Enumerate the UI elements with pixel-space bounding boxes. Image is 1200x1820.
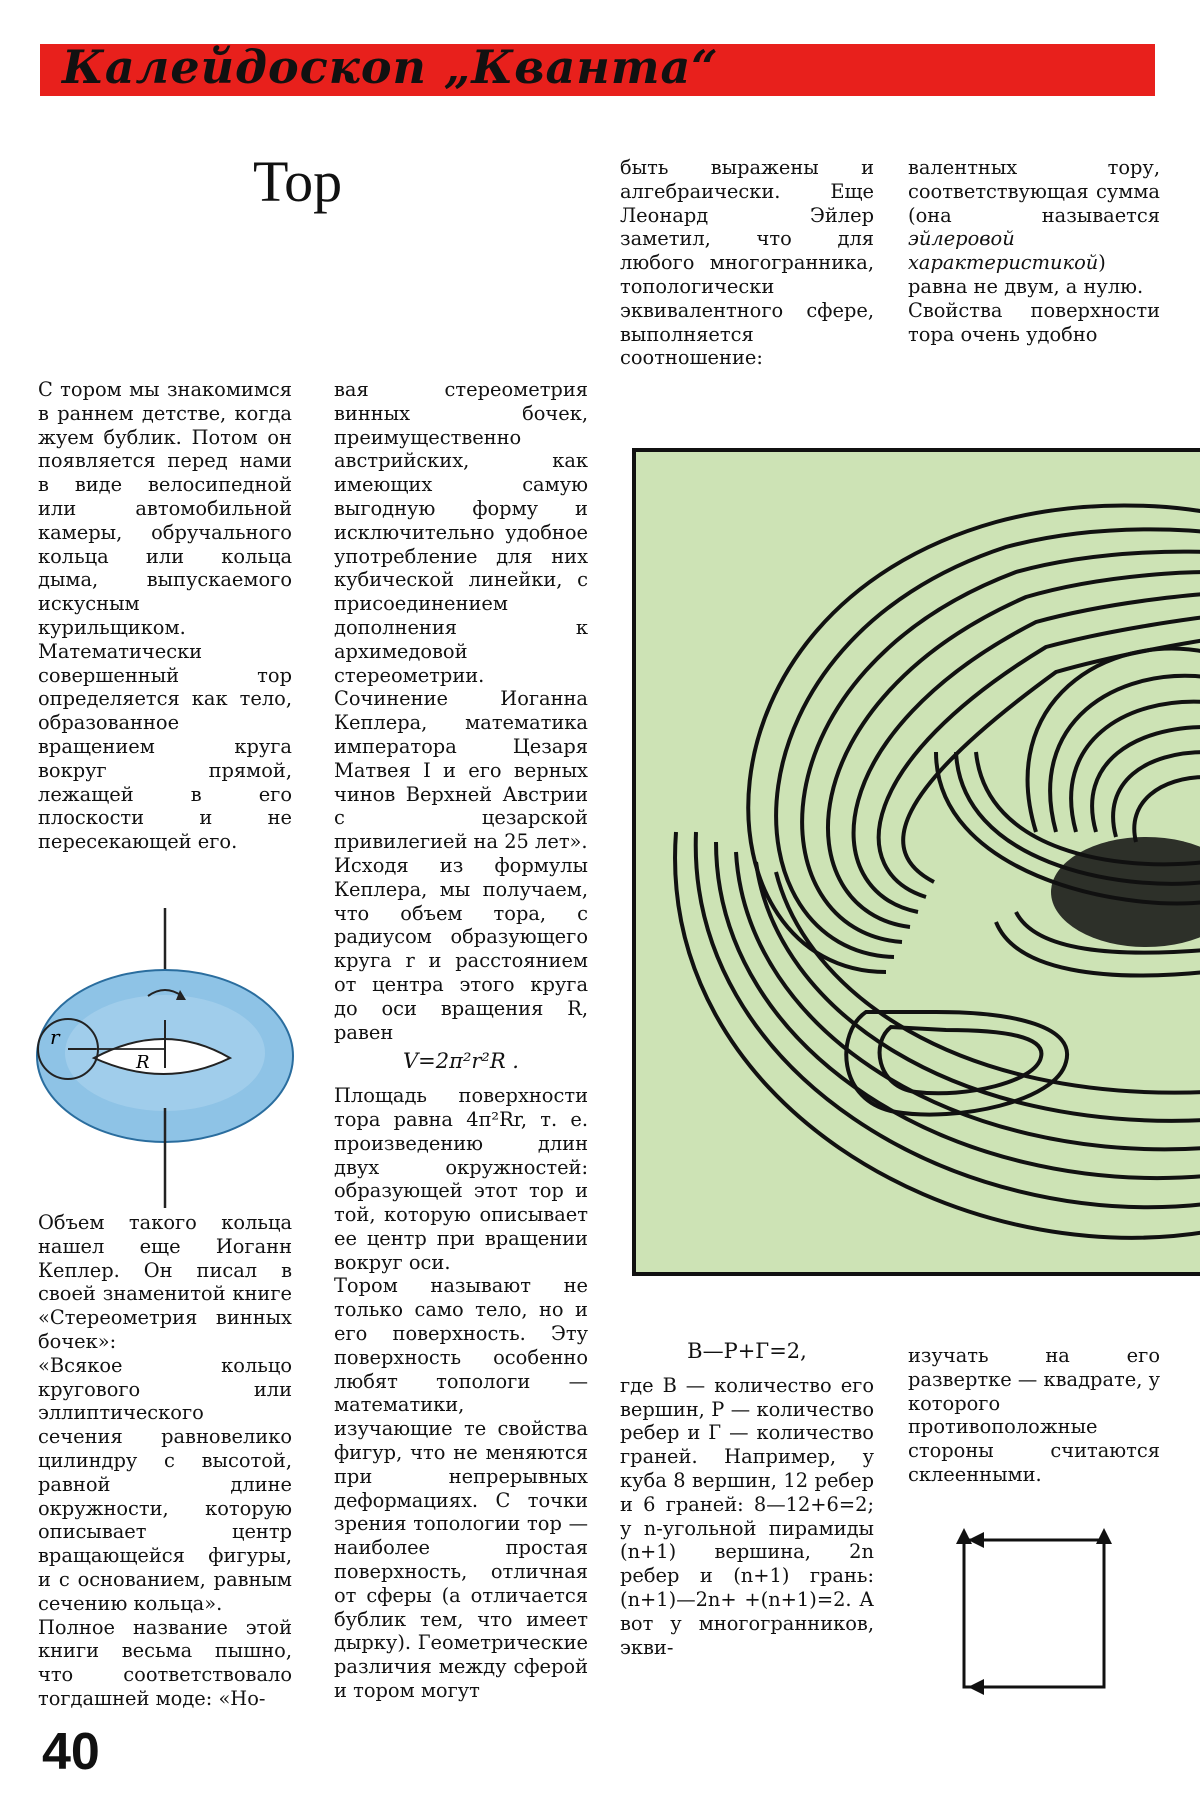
paragraph: валентных тору, соответствующая сумма (она называется эйлеровой характеристикой) равна не двум, а нулю.: [908, 156, 1160, 298]
paragraph: быть выражены и алгебраически. Еще Леонард Эйлер заметил, что для любого многогранника, топологически эквивалентного сфере, выполняется соотношение:: [620, 156, 874, 370]
arrow-right-edge: [1096, 1528, 1112, 1544]
volume-formula: V=2π²r²R .: [403, 1049, 519, 1074]
arrow-left-edge: [956, 1528, 972, 1544]
paragraph: «Всякое кольцо кругового или эллиптического сечения равновелико цилиндру с высотой, равной длине окружности, которую описывает центр вращающейся фигуры, и с основанием, равным сечению кольца».: [38, 1353, 292, 1615]
paragraph: где В — количество его вершин, Р — количество ребер и Г — количество граней. Например, у куба 8 вершин, 12 ребер и 6 граней: 8—12+6=2; у n-угольной пирамиды (n+1) вершина, 2n ребер и (n+1) грань: (n+1)—2n+ +(n+1)=2. А вот у многогранников, экви-: [620, 1373, 874, 1659]
column-3-top: [620, 156, 874, 370]
column-3-bottom: [620, 1340, 874, 1659]
arrow-top-edge: [968, 1532, 984, 1548]
euler-characteristic-term: эйлеровой характеристикой: [908, 227, 1099, 275]
paragraph: С тором мы знакомимся в раннем детстве, когда жуем бублик. Потом он появляется перед нами в виде велосипедной или автомобильной камеры, обручального кольца или кольца дыма, выпускаемого искусным курильщиком.: [38, 378, 292, 639]
paragraph: изучать на его развертке — квадрате, у которого противоположные стороны считаются склеенными.: [908, 1344, 1160, 1486]
paragraph: Полное название этой книги весьма пышно, что соответствовало тогдашней моде: «Но-: [38, 1615, 292, 1710]
radius-r-label: r: [50, 1025, 60, 1049]
torus-diagram: [30, 908, 300, 1208]
paragraph: Объем такого кольца нашел еще Иоганн Кеплер. Он писал в своей знаменитой книге «Стереометрия винных бочек»:: [38, 1211, 292, 1353]
paragraph: Тором называют не только само тело, но и его поверхность. Эту поверхность особенно любят топологи — математики, изучающие те свойства фигур, что не меняются при непрерывных деформациях. С точки зрения топологии тор — наиболее простая поверхность, отличная от сферы (а отличается бублик тем, что имеет дырку). Геометрические различия между сферой и тором могут: [334, 1274, 588, 1703]
page-title: Тор: [253, 149, 343, 214]
torus-contour-image: [632, 448, 1200, 1276]
arrow-bottom-edge: [968, 1679, 984, 1695]
paragraph: Площадь поверхности тора равна 4π²Rr, т. е. произведению длин двух окружностей: образующей этот тор и той, которую описывает ее центр при вращении вокруг оси.: [334, 1084, 588, 1274]
radius-R-label: R: [136, 1052, 150, 1073]
column-4-top: [908, 156, 1160, 346]
paragraph: вая стереометрия винных бочек, преимущественно австрийских, как имеющих самую выгодную форму и исключительно удобное употребление для них кубической линейки, с присоединением дополнения к архимедовой стереометрии. Сочинение Иоганна Кеплера, математика императора Цезаря Матвея I и его верных чинов Верхней Австрии с цезарской привилегией на 25 лет».: [334, 378, 588, 854]
column-4-bottom: [908, 1344, 1160, 1487]
column-1-bottom: [38, 1211, 292, 1711]
paragraph: Исходя из формулы Кеплера, мы получаем, что объем тора, с радиусом образующего круга r и расстоянием от центра этого круга до оси вращения R, равен: [334, 853, 588, 1044]
torus-development-square: [946, 1520, 1116, 1700]
column-2: [334, 378, 588, 1703]
euler-formula: В—Р+Г=2,: [687, 1339, 807, 1363]
page-number: 40: [42, 1723, 100, 1781]
paragraph: Свойства поверхности тора очень удобно: [908, 298, 1160, 346]
column-1-top: [38, 378, 292, 854]
header-banner-title: Калейдоскоп „Кванта“: [62, 40, 719, 94]
paragraph: Математически совершенный тор определяется как тело, образованное вращением круга вокруг прямой, лежащей в его плоскости и не пересекающей его.: [38, 639, 292, 854]
